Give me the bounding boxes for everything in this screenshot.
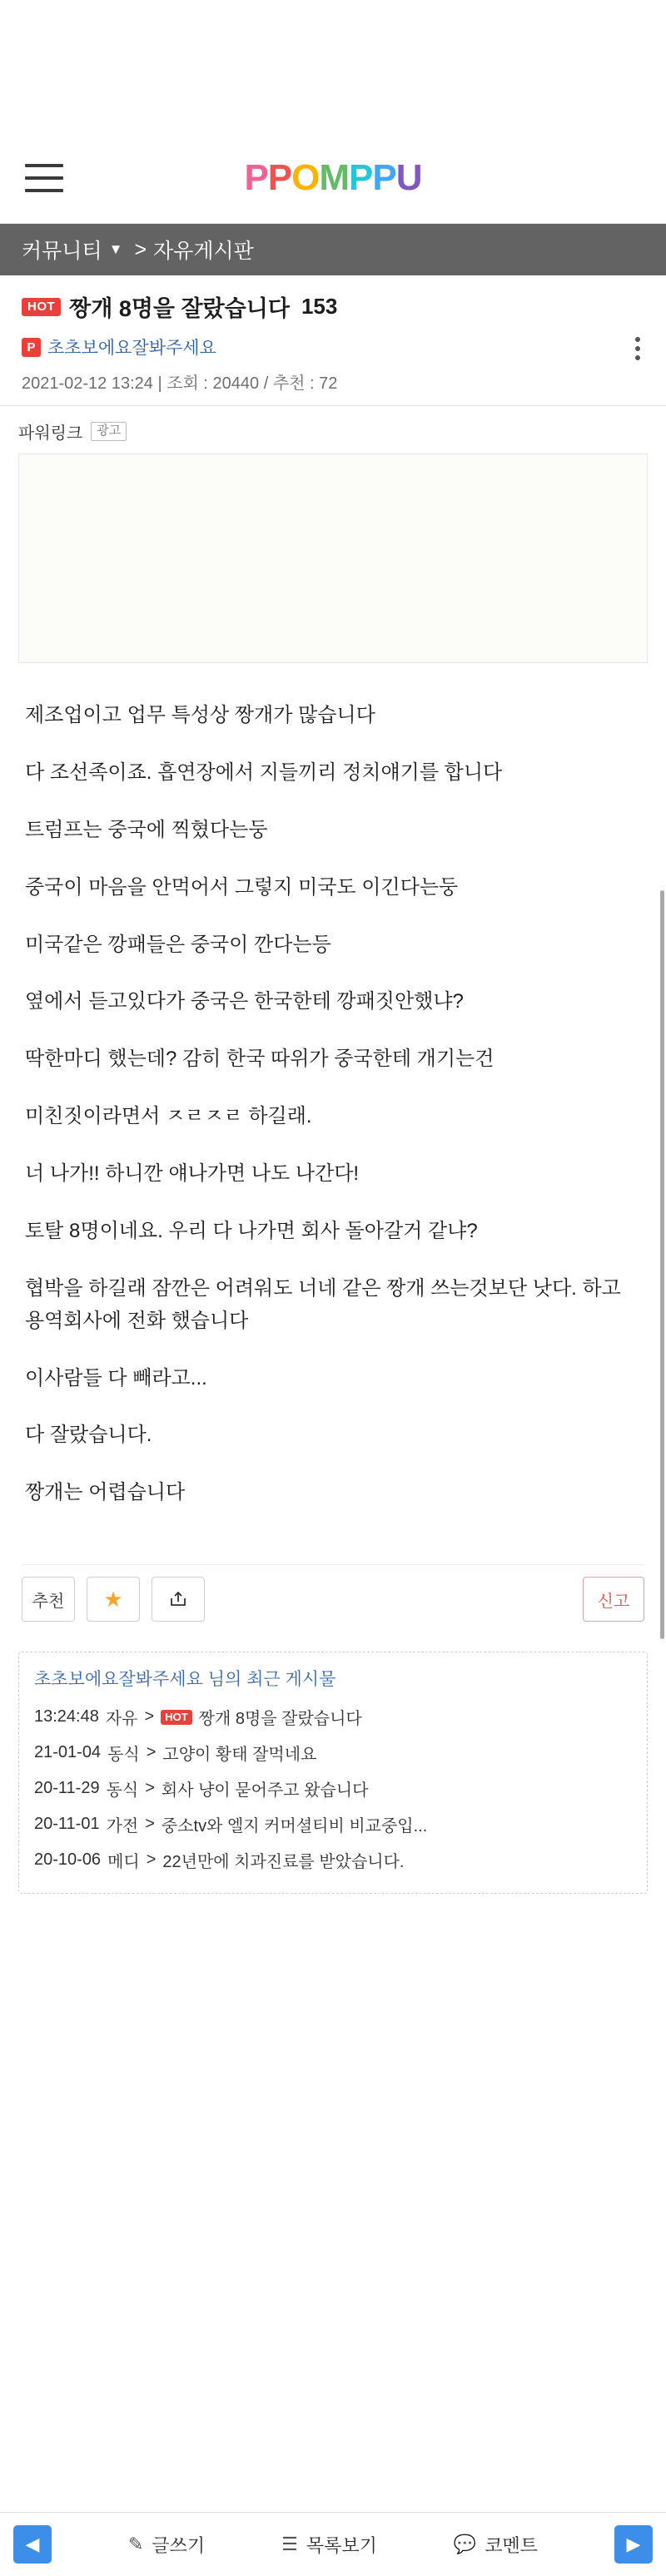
content-paragraph: 너 나가!! 하니깐 얘나가면 나도 나간다! [25, 1162, 360, 1185]
top-blank-area [0, 0, 666, 133]
content-paragraph: 딱한마디 했는데? 감히 한국 따위가 중국한테 개기는건 [25, 1048, 495, 1071]
list-item[interactable] [34, 1699, 632, 1735]
breadcrumb[interactable] [0, 224, 666, 275]
recent-arrow: > [145, 1815, 155, 1834]
ad-label-row [18, 419, 648, 443]
author-row [22, 334, 644, 359]
share-icon[interactable] [152, 1577, 205, 1622]
ad-tag: 광고 [91, 422, 127, 441]
list-item[interactable] [34, 1771, 632, 1806]
post-content [0, 671, 666, 1543]
list-icon: ☰ [281, 2534, 298, 2554]
comment-icon: 💬 [453, 2534, 477, 2554]
list-item[interactable] [34, 1842, 632, 1878]
recent-subject[interactable]: 짱개 8명을 잘랐습니다 [198, 1710, 362, 1729]
ad-section [0, 406, 666, 671]
ad-label: 파워링크 [18, 424, 83, 443]
post-actions [22, 1564, 644, 1637]
recent-date: 21-01-04 [34, 1743, 102, 1762]
recent-category: 동식 [107, 1746, 140, 1765]
bottom-toolbar [0, 2512, 666, 2576]
recent-arrow: > [145, 1779, 155, 1798]
prev-post-button[interactable]: ◀ [13, 2525, 52, 2564]
recent-subject[interactable]: 고양이 황태 잘먹네요 [162, 1746, 317, 1765]
hamburger-icon[interactable] [25, 164, 63, 192]
list-button[interactable] [281, 2532, 377, 2558]
content-paragraph: 협박을 하길래 잠깐은 어려워도 너네 같은 짱개 쓰는것보단 낫다. 하고 용역회사에 전화 했습니다 [25, 1276, 621, 1332]
list-item[interactable] [34, 1735, 632, 1771]
comment-button[interactable] [454, 2532, 538, 2558]
recent-date: 20-11-01 [34, 1815, 100, 1834]
hot-badge: HOT [22, 298, 61, 316]
breadcrumb-separator: > [134, 237, 147, 261]
content-paragraph: 이사람들 다 빼라고... [25, 1366, 207, 1390]
recent-category: 자유 [105, 1710, 138, 1729]
content-paragraph: 다 잘랐습니다. [25, 1424, 152, 1447]
write-button[interactable] [128, 2532, 205, 2558]
comment-count[interactable]: 153 [301, 294, 338, 319]
site-header [0, 133, 666, 224]
scrollbar[interactable] [660, 890, 664, 1639]
write-label: 글쓰기 [152, 2534, 206, 2556]
post-header [0, 275, 666, 406]
content-paragraph: 짱개는 어렵습니다 [25, 1481, 186, 1504]
recent-date: 20-11-29 [34, 1779, 100, 1798]
recent-posts-box [18, 1652, 648, 1894]
kebab-menu-icon[interactable] [634, 337, 641, 360]
recent-posts-title: 초초보에요잘봐주세요 님의 최근 게시물 [34, 1670, 336, 1690]
post-title-row [22, 290, 644, 323]
recent-date: 20-10-06 [34, 1850, 102, 1870]
star-icon[interactable]: ★ [87, 1577, 140, 1622]
recent-category: 메디 [107, 1853, 140, 1872]
next-post-button[interactable]: ▶ [614, 2525, 653, 2564]
recent-category: 가전 [106, 1817, 139, 1836]
recent-arrow: > [144, 1707, 155, 1726]
breadcrumb-current[interactable]: 자유게시판 [153, 240, 254, 263]
page-title: 짱개 8명을 잘랐습니다 [69, 296, 290, 321]
recent-date: 13:24:48 [34, 1707, 99, 1726]
list-item[interactable] [34, 1806, 632, 1842]
content-paragraph: 토탈 8명이네요. 우리 다 나가면 회사 돌아갈거 같냐? [25, 1219, 478, 1242]
chevron-down-icon[interactable]: ▼ [108, 241, 123, 257]
recent-subject[interactable]: 22년만에 치과진료를 받았습니다. [162, 1853, 405, 1872]
recent-subject[interactable]: 회사 냥이 묻어주고 왔습니다 [161, 1781, 369, 1801]
list-label: 목록보기 [306, 2534, 377, 2556]
recent-subject[interactable]: 중소tv와 엘지 커머셜티비 비교중입... [161, 1817, 428, 1836]
pencil-icon: ✎ [127, 2534, 144, 2554]
post-meta: 2021-02-12 13:24 | 조회 : 20440 / 추천 : 72 [22, 374, 338, 393]
author-name[interactable]: 초초보에요잘봐주세요 [47, 339, 216, 358]
report-button[interactable]: 신고 [583, 1577, 644, 1622]
content-paragraph: 옆에서 듣고있다가 중국은 한국한테 깡패짓안했냐? [25, 990, 464, 1013]
hot-badge: HOT [161, 1710, 191, 1725]
breadcrumb-community[interactable]: 커뮤니티 [22, 240, 102, 263]
recent-posts-list [34, 1699, 632, 1878]
recent-arrow: > [146, 1850, 157, 1870]
content-paragraph: 미국같은 깡패들은 중국이 깐다는등 [25, 933, 331, 956]
content-paragraph: 제조업이고 업무 특성상 짱개가 많습니다 [25, 704, 375, 726]
content-paragraph: 트럼프는 중국에 찍혔다는둥 [25, 818, 268, 841]
content-paragraph: 다 조선족이죠. 흡연장에서 지들끼리 정치얘기를 합니다 [25, 760, 503, 784]
recent-arrow: > [146, 1743, 157, 1762]
ad-banner[interactable] [18, 453, 648, 663]
ppomppu-badge-icon: P [22, 338, 41, 357]
recommend-button[interactable]: 추천 [22, 1577, 75, 1622]
site-logo[interactable]: PPOMPPU [244, 157, 422, 198]
comment-label: 코멘트 [485, 2534, 539, 2556]
content-paragraph: 미친짓이라면서 ㅈㄹㅈㄹ 하길래. [25, 1105, 312, 1128]
recent-category: 동식 [106, 1781, 139, 1801]
content-paragraph: 중국이 마음을 안먹어서 그렇지 미국도 이긴다는둥 [25, 875, 459, 899]
